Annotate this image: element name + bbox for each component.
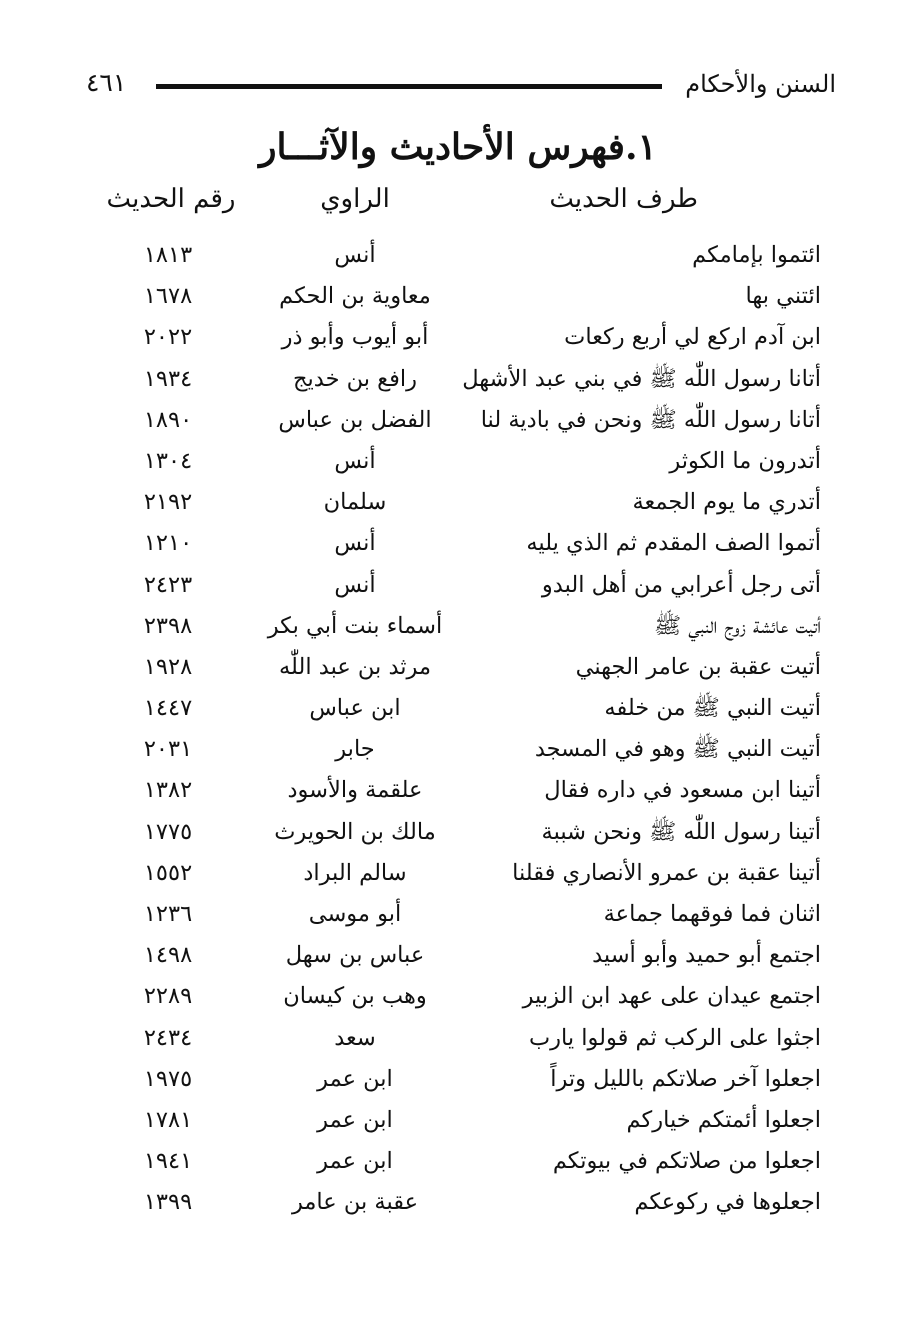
hadith-text: اجعلوا من صلاتكم في بيوتكم: [552, 1148, 821, 1175]
header-rule: [156, 84, 662, 89]
narrator-name: وهب بن كيسان: [283, 983, 427, 1010]
running-header: [86, 64, 836, 108]
hadith-text: أتدري ما يوم الجمعة: [632, 489, 821, 516]
table-row: [0, 979, 916, 1020]
column-header-hadith: طرف الحديث: [549, 184, 698, 214]
hadith-text: أتينا رسول اللّٰه ﷺ ونحن شببة: [541, 818, 821, 845]
narrator-name: ابن عمر: [317, 1065, 393, 1092]
narrator-name: جابر: [335, 736, 375, 763]
hadith-number: ٢٣٩٨: [143, 612, 193, 639]
hadith-text: أتيت النبي ﷺ من خلفه: [604, 695, 821, 722]
hadith-number: ١٣٨٢: [143, 777, 193, 804]
table-row: [0, 568, 916, 609]
narrator-name: أسماء بنت أبي بكر: [267, 612, 443, 639]
table-row: [0, 732, 916, 773]
hadith-text: أتيت عقبة بن عامر الجهني: [575, 653, 821, 680]
table-row: [0, 444, 916, 485]
hadith-number: ١٩٣٤: [143, 365, 193, 392]
table-row: [0, 238, 916, 279]
hadith-text: اجعلوها في ركوعكم: [634, 1189, 821, 1216]
hadith-text: اجعلوا آخر صلاتكم بالليل وتراً: [550, 1065, 821, 1092]
hadith-number: ١٤٩٨: [143, 942, 193, 969]
table-row: [0, 815, 916, 856]
hadith-text: أتموا الصف المقدم ثم الذي يليه: [526, 530, 821, 557]
hadith-text: أتيت عائشة زوج النبي ﷺ: [653, 612, 821, 639]
column-header-narrator: الراوي: [320, 184, 390, 214]
hadith-number: ١٩٤١: [143, 1148, 193, 1175]
narrator-name: الفضل بن عباس: [278, 406, 432, 433]
table-row: [0, 1021, 916, 1062]
narrator-name: عقبة بن عامر: [291, 1189, 419, 1216]
narrator-name: ابن عباس: [309, 695, 401, 722]
hadith-number: ١٦٧٨: [143, 283, 193, 310]
table-row: [0, 773, 916, 814]
running-title: السنن والأحكام: [685, 70, 836, 98]
hadith-text: أتيت النبي ﷺ وهو في المسجد: [534, 736, 821, 763]
hadith-number: ١٨٩٠: [143, 406, 193, 433]
table-row: [0, 1185, 916, 1226]
narrator-name: رافع بن خديج: [292, 365, 418, 392]
hadith-number: ١٢٣٦: [143, 901, 193, 927]
hadith-number: ١٩٢٨: [143, 653, 193, 680]
narrator-name: أبو موسى: [308, 901, 402, 927]
hadith-text: اجعلوا أئمتكم خياركم: [626, 1106, 821, 1133]
table-row: [0, 403, 916, 444]
hadith-text: أتى رجل أعرابي من أهل البدو: [541, 571, 821, 598]
hadith-text: أتينا عقبة بن عمرو الأنصاري فقلنا: [512, 859, 821, 886]
narrator-name: سلمان: [323, 489, 387, 516]
narrator-name: مالك بن الحويرث: [274, 818, 436, 845]
table-row: [0, 1062, 916, 1103]
hadith-number: ٢٢٨٩: [143, 983, 193, 1010]
hadith-text: أتانا رسول اللّٰه ﷺ ونحن في بادية لنا: [480, 406, 821, 433]
hadith-number: ٢١٩٢: [143, 489, 193, 516]
table-row: [0, 279, 916, 320]
hadith-text: ائتني بها: [745, 283, 821, 310]
table-row: [0, 938, 916, 979]
section-title: ١.فهرس الأحاديث والآثـــار: [259, 126, 657, 168]
table-row: [0, 1103, 916, 1144]
hadith-text: ائتموا بإمامكم: [692, 242, 821, 268]
narrator-name: أنس: [334, 571, 376, 598]
table-row: [0, 856, 916, 897]
hadith-text: أتينا ابن مسعود في داره فقال: [544, 777, 821, 804]
table-row: [0, 1144, 916, 1185]
narrator-name: سعد: [334, 1024, 376, 1051]
hadith-text: اجتمع عيدان على عهد ابن الزبير: [522, 983, 821, 1010]
narrator-name: أنس: [334, 447, 376, 474]
hadith-number: ١٤٤٧: [143, 695, 193, 722]
hadith-text: أتدرون ما الكوثر: [669, 447, 821, 474]
hadith-text: ابن آدم اركع لي أربع ركعات: [564, 324, 821, 351]
narrator-name: ابن عمر: [317, 1148, 393, 1175]
table-row: [0, 485, 916, 526]
narrator-name: ابن عمر: [317, 1106, 393, 1133]
hadith-number: ١٣٩٩: [143, 1189, 193, 1216]
hadith-text: اجثوا على الركب ثم قولوا يارب: [528, 1024, 821, 1051]
hadith-number: ١٧٨١: [143, 1106, 193, 1133]
table-row: [0, 362, 916, 403]
hadith-text: اثنان فما فوقهما جماعة: [603, 901, 821, 927]
hadith-text: اجتمع أبو حميد وأبو أسيد: [592, 942, 821, 969]
hadith-number: ٢٤٣٤: [143, 1024, 193, 1051]
narrator-name: عباس بن سهل: [285, 942, 425, 969]
table-row: [0, 526, 916, 567]
narrator-name: مرثد بن عبد اللّٰه: [278, 653, 432, 680]
hadith-number: ١٧٧٥: [143, 818, 193, 845]
narrator-name: أبو أيوب وأبو ذر: [281, 324, 429, 351]
hadith-number: ١٩٧٥: [143, 1065, 193, 1092]
table-row: [0, 609, 916, 650]
hadith-number: ٢٤٢٣: [143, 571, 193, 598]
hadith-text: أتانا رسول اللّٰه ﷺ في بني عبد الأشهل: [462, 365, 821, 392]
table-row: [0, 650, 916, 691]
page-number: ٤٦١: [86, 68, 127, 97]
table-row: [0, 320, 916, 361]
table-row: [0, 691, 916, 732]
hadith-number: ١٢١٠: [143, 530, 193, 557]
hadith-number: ١٣٠٤: [143, 447, 193, 474]
narrator-name: أنس: [334, 530, 376, 557]
hadith-number: ١٥٥٢: [143, 859, 193, 886]
column-header-number: رقم الحديث: [106, 184, 236, 214]
hadith-number: ٢٠٣١: [143, 736, 193, 763]
hadith-number: ٢٠٢٢: [143, 324, 193, 351]
narrator-name: علقمة والأسود: [287, 777, 423, 804]
narrator-name: معاوية بن الحكم: [279, 283, 431, 310]
table-row: [0, 897, 916, 938]
hadith-number: ١٨١٣: [143, 242, 193, 268]
narrator-name: أنس: [334, 242, 376, 268]
narrator-name: سالم البراد: [303, 859, 407, 886]
hadith-index-table: [0, 238, 916, 1227]
